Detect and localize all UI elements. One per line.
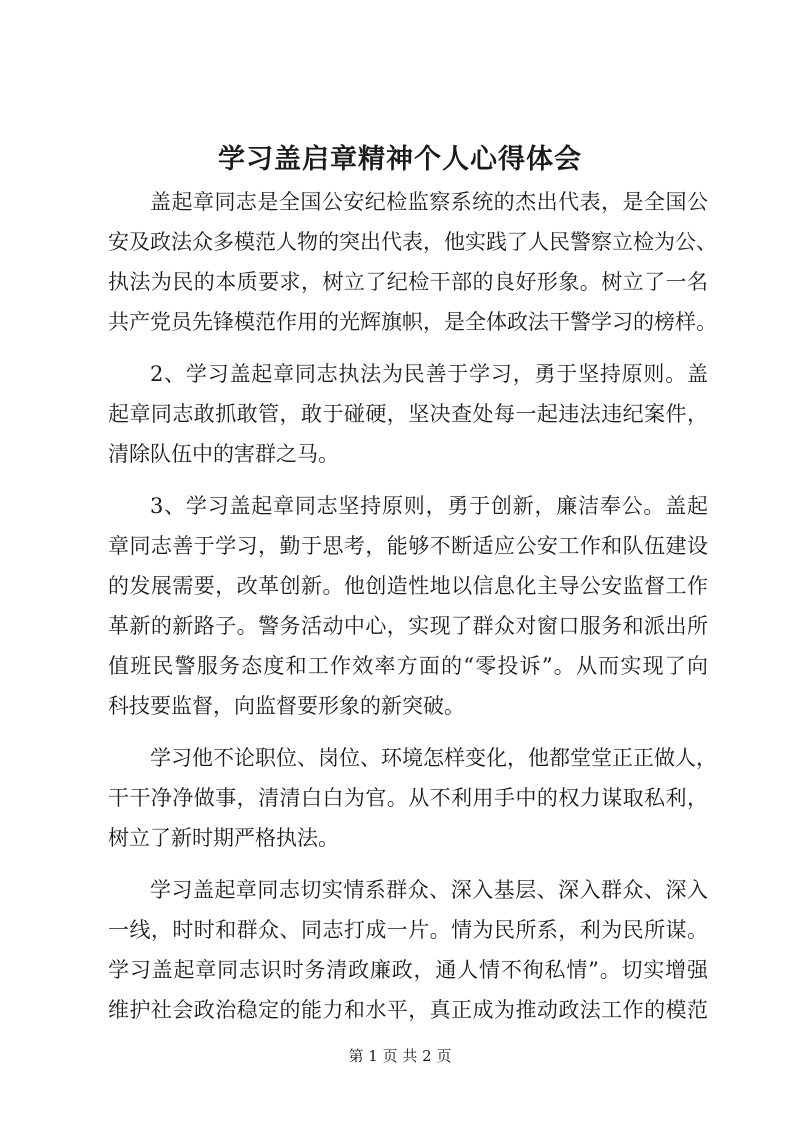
paragraph-line: 3、学习盖起章同志坚持原则，勇于创新，廉洁奉公。盖起 [150, 494, 708, 518]
page-footer: 第 1 页 共 2 页 [348, 1047, 452, 1065]
paragraph-line: 安及政法众多模范人物的突出代表，他实践了人民警察立检为公、 [108, 230, 717, 254]
document-title: 学习盖启章精神个人心得体会 [218, 144, 582, 175]
paragraph-line: 值班民警服务态度和工作效率方面的“零投诉”。从而实现了向 [108, 654, 708, 678]
paragraph-line: 盖起章同志是全国公安纪检监察系统的杰出代表，是全国公 [150, 190, 708, 214]
paragraph-line: 起章同志敢抓敢管，敢于碰硬，坚决查处每一起违法违纪案件， [108, 402, 708, 426]
paragraph-line: 2、学习盖起章同志执法为民善于学习，勇于坚持原则。盖 [150, 362, 708, 386]
paragraph-5 [108, 870, 708, 1030]
paragraph-line: 共产党员先锋模范作用的光辉旗帜，是全体政法干警学习的榜样。 [108, 310, 717, 334]
paragraph-line: 树立了新时期严格执法。 [108, 826, 339, 850]
paragraph-line: 革新的新路子。警务活动中心，实现了群众对窗口服务和派出所 [108, 614, 708, 638]
paragraph-line: 执法为民的本质要求，树立了纪检干部的良好形象。树立了一名 [108, 270, 708, 294]
paragraph-3 [108, 486, 708, 726]
paragraph-line: 的发展需要，改革创新。他创造性地以信息化主导公安监督工作 [108, 574, 708, 598]
paragraph-line: 学习他不论职位、岗位、环境怎样变化，他都堂堂正正做人， [150, 746, 717, 770]
paragraph-line: 学习盖起章同志识时务清政廉政，通人情不徇私情”。切实增强 [108, 958, 708, 982]
paragraph-line: 清除队伍中的害群之马。 [108, 442, 339, 466]
paragraph-line: 干干净净做事，清清白白为官。从不利用手中的权力谋取私利， [108, 786, 708, 810]
document-body [108, 182, 717, 1030]
paragraph-line: 章同志善于学习，勤于思考，能够不断适应公安工作和队伍建设 [108, 534, 708, 558]
paragraph-2 [108, 354, 708, 474]
paragraph-line: 学习盖起章同志切实情系群众、深入基层、深入群众、深入 [150, 878, 708, 902]
paragraph-line: 一线，时时和群众、同志打成一片。情为民所系，利为民所谋。 [108, 918, 708, 942]
paragraph-line: 维护社会政治稳定的能力和水平，真正成为推动政法工作的模范 [108, 998, 708, 1022]
paragraph-line: 科技要监督，向监督要形象的新突破。 [108, 694, 465, 718]
paragraph-1 [108, 182, 717, 342]
paragraph-4 [108, 738, 717, 858]
